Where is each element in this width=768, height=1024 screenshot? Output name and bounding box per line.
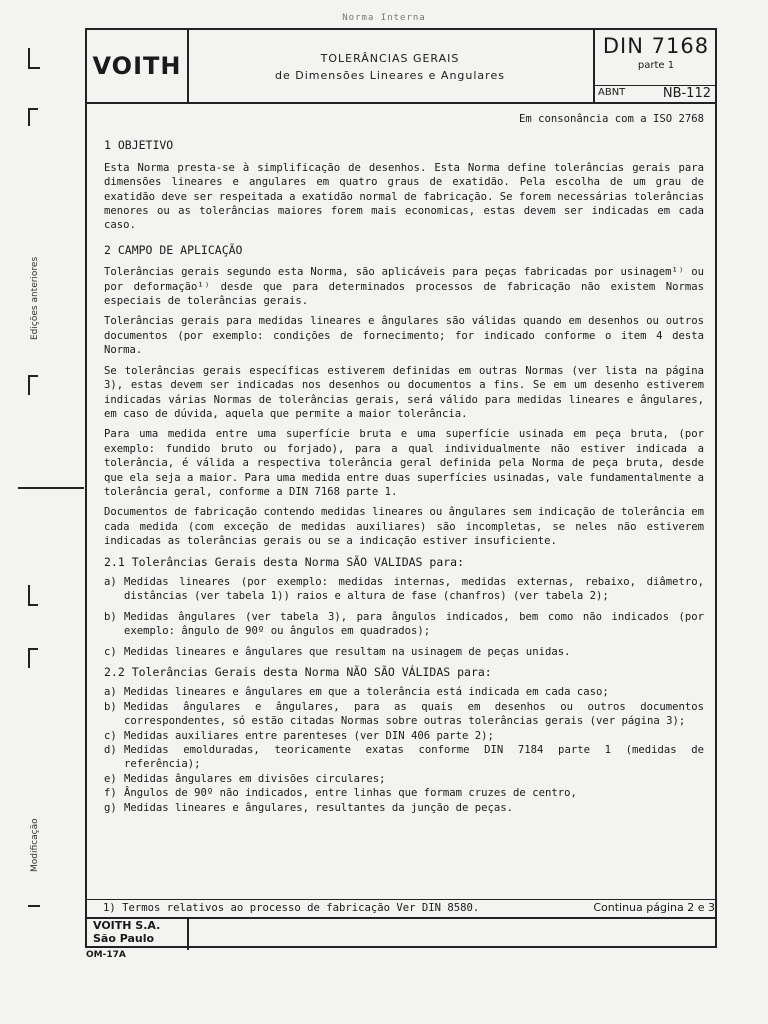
nb-number: NB-112 — [662, 86, 711, 101]
voith-logo: VOITH — [87, 30, 189, 102]
list-item: a) Medidas lineares (por exemplo: medidas internas, medidas externas, rebaixo, diâmetro, distâncias (ver tabela 1)) raios e altura de fase (chanfros) (ver tabela 2); — [104, 575, 704, 603]
corner-mark — [28, 648, 30, 668]
divider-line — [18, 487, 84, 489]
list-item: g) Medidas lineares e ângulares, resultantes da junção de peças. — [104, 801, 514, 814]
corner-mark — [28, 67, 40, 69]
corner-mark — [28, 48, 30, 68]
corner-mark — [28, 108, 38, 110]
top-header: Norma Interna — [342, 13, 426, 23]
not-valid-list — [104, 685, 704, 815]
footnote-row — [87, 899, 715, 918]
iso-note: Em consonância com a ISO 2768 — [519, 113, 704, 125]
corner-mark — [28, 905, 40, 907]
list-item: e) Medidas ângulares em divisões circulares; — [104, 772, 386, 785]
continuation-note: Continua página 2 e 3 — [593, 901, 715, 914]
company-name: VOITH S.A. — [93, 919, 161, 932]
paragraph: Tolerâncias gerais para medidas lineares e ângulares são válidas quando em desenhos ou outros documentos (por exemplo: condições de fornecimento; for indicado conforme o item 4 desta Norma. — [104, 315, 704, 357]
abnt-label: ABNT — [598, 87, 626, 98]
corner-mark — [28, 108, 30, 126]
section-1-heading: 1 OBJETIVO — [104, 138, 174, 153]
valid-list — [104, 575, 704, 659]
din-block — [593, 30, 717, 102]
paragraph: Tolerâncias gerais segundo esta Norma, são aplicáveis para peças fabricadas por usinagem¹⁾ ou por deformação¹⁾ desde que para determinados processos de fabricação não existem Normas especiais de tolerâncias gerais. — [104, 266, 704, 308]
list-item: c) Medidas lineares e ângulares que resultam na usinagem de peças unidas. — [104, 645, 571, 658]
bottom-block — [87, 917, 715, 950]
din-number: DIN 7168 — [602, 34, 710, 58]
title-line-2: de Dimensões Lineares e Angulares — [275, 69, 505, 82]
section-1-text: Esta Norma presta-se à simplificação de desenhos. Esta Norma define tolerâncias gerais para dimensões lineares e angulares em quatro graus de exatidão. Pela escolha de um grau de exatidão deve ser respeitada a exatidão normal de fabricação. Se forem necessárias tolerâncias menores ou as tolerâncias maiores forem mais economicas, estas devem ser indicadas em cada caso. — [104, 161, 704, 232]
section-2-2-heading: 2.2 Tolerâncias Gerais desta Norma NÃO SÃO VÁLIDAS para: — [104, 665, 492, 679]
modification-label: Modificação — [30, 818, 40, 872]
section-2-1-heading: 2.1 Tolerâncias Gerais desta Norma SÃO VALIDAS para: — [104, 554, 465, 569]
corner-mark — [28, 585, 30, 605]
form-code: OM-17A — [86, 950, 126, 960]
list-item: b) Medidas ângulares e ângulares, para as quais em desenhos ou outros documentos correspondentes, só estão citadas Normas sobre outras tolerâncias gerais (ver página 3); — [104, 700, 704, 728]
company-info — [87, 919, 189, 950]
document-frame — [85, 28, 717, 948]
list-item: c) Medidas auxiliares entre parenteses (ver DIN 406 parte 2); — [104, 729, 494, 742]
list-item: b) Medidas ângulares (ver tabela 3), para ângulos indicados, bem como não indicados (por exemplo: ângulo de 90º ou ângulos em quadrados); — [104, 610, 704, 638]
header-block — [87, 30, 715, 104]
title-line-1: TOLERÂNCIAS GERAIS — [320, 52, 460, 65]
corner-mark — [28, 375, 38, 377]
corner-mark — [28, 375, 30, 395]
paragraph: Documentos de fabricação contendo medidas lineares ou ângulares sem indicação de tolerância em cada medida (com exceção de medidas auxiliares) são incompletas, se neles não estiverem indicadas as tolerâncias gerais ou se a indicação estiver insuficiente. — [104, 506, 704, 548]
section-2-heading: 2 CAMPO DE APLICAÇÃO — [104, 242, 243, 257]
company-city: São Paulo — [93, 932, 155, 945]
document-title — [187, 30, 593, 102]
list-item: f) Ângulos de 90º não indicados, entre linhas que formam cruzes de centro, — [104, 787, 577, 800]
paragraph: Se tolerâncias gerais específicas estiverem definidas em outras Normas (ver lista na página 3), estas devem ser indicadas nos desenhos ou documentos a fins. Se em um desenho estiverem indicadas várias Normas de tolerâncias gerais, será válido para medidas lineares e ângulares, em caso de dúvida, aquela que permite a maior tolerância. — [104, 364, 704, 420]
previous-editions-label: Edições anteriores — [30, 256, 40, 340]
list-item: a) Medidas lineares e ângulares em que a tolerância está indicada em cada caso; — [104, 686, 609, 699]
list-item: d) Medidas emolduradas, teoricamente exatas conforme DIN 7184 parte 1 (medidas de referência); — [104, 744, 704, 771]
corner-mark — [28, 604, 38, 606]
footnote: 1) Termos relativos ao processo de fabricação Ver DIN 8580. — [103, 902, 480, 914]
part-label: parte 1 — [637, 60, 675, 71]
document-body — [104, 112, 704, 821]
abnt-row — [595, 85, 717, 102]
corner-mark — [28, 648, 38, 650]
paragraph: Para uma medida entre uma superfície bruta e uma superfície usinada em peça bruta, (por exemplo: fundido bruto ou forjado), para a qual individualmente não estiver indicada a tolerância, é válida a respectiva tolerância geral definida pela Norma de peça bruta, desde que ela seja a maior. Para uma medida entre duas superfícies usinadas, vale fundamentalmente a tolerância geral, conforme a DIN 7168 parte 1. — [104, 428, 704, 498]
